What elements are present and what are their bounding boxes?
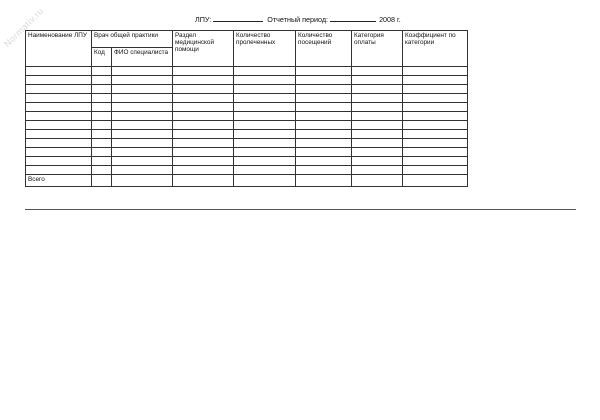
table-cell	[352, 85, 403, 94]
table-cell	[352, 175, 403, 187]
table-cell	[403, 121, 468, 130]
table-cell	[112, 85, 173, 94]
table-cell	[112, 103, 173, 112]
col-header-treated: Количество пролеченных	[234, 31, 296, 67]
col-header-doctor-group: Врач общей практики	[92, 31, 173, 48]
table-cell	[234, 85, 296, 94]
table-cell	[296, 94, 352, 103]
table-cell	[352, 157, 403, 166]
table-cell	[26, 166, 92, 175]
table-cell	[173, 148, 234, 157]
table-cell	[92, 166, 112, 175]
table-cell	[403, 76, 468, 85]
table-cell	[296, 175, 352, 187]
report-table	[25, 30, 468, 187]
table-cell	[26, 103, 92, 112]
table-cell	[403, 166, 468, 175]
table-cell	[173, 76, 234, 85]
table-cell	[352, 166, 403, 175]
table-cell	[296, 103, 352, 112]
table-cell	[92, 67, 112, 76]
table-cell	[352, 103, 403, 112]
col-header-specialist-name: ФИО специалиста	[112, 48, 173, 67]
table-cell	[403, 112, 468, 121]
table-cell	[352, 130, 403, 139]
table-cell	[26, 94, 92, 103]
total-label: Всего	[26, 175, 92, 187]
col-header-payment-category: Категория оплаты	[352, 31, 403, 67]
table-cell	[296, 130, 352, 139]
table-cell	[296, 157, 352, 166]
table-cell	[173, 103, 234, 112]
table-row	[26, 148, 468, 157]
table-cell	[403, 67, 468, 76]
table-cell	[403, 175, 468, 187]
col-header-section: Раздел медицинской помощи	[173, 31, 234, 67]
table-cell	[112, 121, 173, 130]
table-cell	[112, 175, 173, 187]
table-cell	[352, 121, 403, 130]
table-cell	[26, 130, 92, 139]
table-cell	[403, 130, 468, 139]
table-cell	[92, 130, 112, 139]
table-row	[26, 157, 468, 166]
table-cell	[92, 175, 112, 187]
table-row	[26, 94, 468, 103]
table-cell	[403, 85, 468, 94]
table-cell	[173, 139, 234, 148]
table-cell	[26, 157, 92, 166]
table-cell	[26, 139, 92, 148]
table-row	[26, 139, 468, 148]
table-cell	[173, 175, 234, 187]
table-cell	[26, 121, 92, 130]
table-cell	[92, 103, 112, 112]
table-cell	[173, 67, 234, 76]
table-cell	[234, 157, 296, 166]
table-cell	[352, 94, 403, 103]
table-cell	[296, 112, 352, 121]
table-cell	[352, 112, 403, 121]
table-cell	[112, 112, 173, 121]
col-header-coefficient: Коэффициент по категории	[403, 31, 468, 67]
total-row	[26, 175, 468, 187]
table-cell	[92, 148, 112, 157]
table-cell	[403, 148, 468, 157]
report-header	[195, 13, 401, 24]
table-cell	[296, 76, 352, 85]
table-cell	[173, 130, 234, 139]
table-cell	[92, 76, 112, 85]
table-cell	[234, 175, 296, 187]
table-cell	[26, 148, 92, 157]
table-cell	[112, 157, 173, 166]
table-cell	[92, 94, 112, 103]
table-cell	[112, 148, 173, 157]
table-row	[26, 76, 468, 85]
table-cell	[234, 112, 296, 121]
table-cell	[352, 148, 403, 157]
table-cell	[173, 166, 234, 175]
table-cell	[296, 67, 352, 76]
table-row	[26, 112, 468, 121]
table-cell	[352, 139, 403, 148]
table-cell	[234, 121, 296, 130]
table-cell	[26, 112, 92, 121]
table-cell	[234, 148, 296, 157]
table-cell	[403, 139, 468, 148]
table-row	[26, 130, 468, 139]
table-cell	[112, 76, 173, 85]
header-row-1	[26, 31, 468, 48]
table-cell	[112, 139, 173, 148]
table-cell	[173, 94, 234, 103]
table-cell	[234, 67, 296, 76]
table-cell	[352, 67, 403, 76]
table-cell	[173, 121, 234, 130]
table-cell	[92, 85, 112, 94]
table-cell	[26, 85, 92, 94]
watermark: Normativ.ru	[2, 5, 46, 50]
table-cell	[92, 157, 112, 166]
table-row	[26, 85, 468, 94]
table-cell	[234, 103, 296, 112]
table-cell	[234, 139, 296, 148]
table-cell	[234, 130, 296, 139]
table-cell	[112, 166, 173, 175]
table-cell	[26, 67, 92, 76]
lpu-blank-line	[213, 13, 263, 22]
table-row	[26, 67, 468, 76]
table-cell	[296, 139, 352, 148]
year-text: 2008 г.	[379, 15, 401, 24]
table-cell	[296, 121, 352, 130]
table-cell	[403, 103, 468, 112]
table-cell	[234, 94, 296, 103]
table-cell	[173, 85, 234, 94]
separator-line	[25, 209, 576, 210]
table-cell	[296, 85, 352, 94]
table-row	[26, 166, 468, 175]
table-cell	[234, 76, 296, 85]
table-cell	[112, 94, 173, 103]
table-cell	[296, 148, 352, 157]
table-cell	[403, 94, 468, 103]
table-cell	[26, 76, 92, 85]
table-cell	[92, 121, 112, 130]
table-row	[26, 103, 468, 112]
table-cell	[112, 130, 173, 139]
table-cell	[234, 166, 296, 175]
col-header-visits: Количество посещений	[296, 31, 352, 67]
table-cell	[173, 157, 234, 166]
table-cell	[352, 76, 403, 85]
table-cell	[296, 166, 352, 175]
col-header-lpu-name: Наименование ЛПУ	[26, 31, 92, 67]
table-cell	[92, 112, 112, 121]
table-cell	[112, 67, 173, 76]
col-header-code: Код	[92, 48, 112, 67]
table-cell	[403, 157, 468, 166]
table-cell	[173, 112, 234, 121]
table-cell	[92, 139, 112, 148]
lpu-label: ЛПУ:	[195, 15, 212, 24]
period-label: Отчетный период:	[267, 15, 329, 24]
table-row	[26, 121, 468, 130]
period-blank-line	[330, 13, 376, 22]
